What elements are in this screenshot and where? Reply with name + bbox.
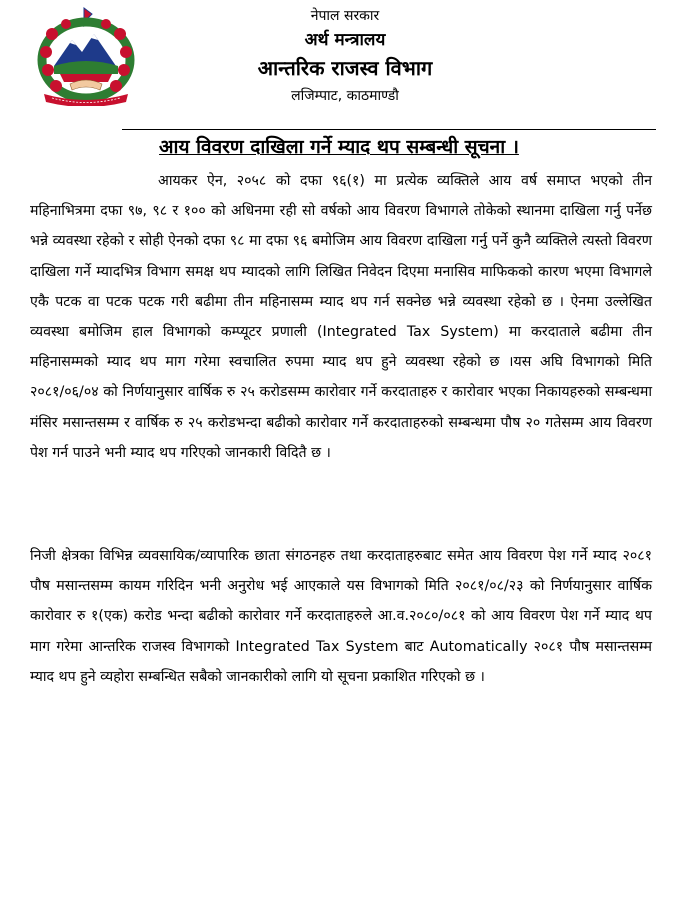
header-divider: [122, 129, 656, 130]
notice-paragraph-1: आयकर ऐन, २०५८ को दफा ९६(१) मा प्रत्येक व्यक्तिले आय वर्ष समाप्त भएको तीन महिनाभित्रमा दफा ९७, ९८ र १०० को अधिनमा रही सो वर्षको आय विवरण विभागले तोकेको स्थानमा दाखिला गर्नु पर्नेछ भन्ने व्यवस्था रहेको र सोही ऐनको दफा ९८ मा दफा ९६ बमोजिम आय विवरण दाखिला गर्नु पर्ने कुनै व्यक्तिले त्यस्तो विवरण दाखिला गर्ने म्यादभित्र विभाग समक्ष थप म्यादको लागि लिखित निवेदन दिएमा मनासिव माफिकको कारण भएमा विभागले एकै पटक वा पटक पटक गरी बढीमा तीन महिनासम्म म्याद थप गर्न सक्नेछ भन्ने व्यवस्था रहेको छ । ऐनमा उल्लेखित व्यवस्था बमोजिम हाल विभागको कम्प्यूटर प्रणाली (Integrated Tax System) मा करदाताले बढीमा तीन महिनासम्मको म्याद थप माग गरेमा स्वचालित रुपमा म्याद थप हुने व्यवस्था रहेको छ ।यस अघि विभागको मिति २०८१/०६/०४ को निर्णयानुसार वार्षिक रु २५ करोडसम्म कारोवार गर्ने करदाताहरु र कारोवार भएका निकायहरुको सम्बन्धमा मंसिर मसान्तसम्म र वार्षिक रु २५ करोडभन्दा बढीको कारोवार गर्ने करदाताहरुको सम्बन्धमा पौष २० गतेसम्म आय विवरण पेश गर्न पाउने भनी म्याद थप गरिएको जानकारी विदितै छ ।: [30, 173, 652, 461]
department-name: आन्तरिक राजस्व विभाग: [257, 56, 433, 80]
government-name: नेपाल सरकार: [310, 8, 380, 24]
office-header: [130, 6, 560, 106]
nepal-government-emblem-icon: [30, 6, 142, 106]
notice-title: [0, 134, 678, 160]
notice-paragraph-2: निजी क्षेत्रका विभिन्न व्यवसायिक/व्यापारिक छाता संगठनहरु तथा करदाताहरुबाट समेत आय विवरण पेश गर्ने म्याद २०८१ पौष मसान्तसम्म कायम गरिदिन भनी अनुरोध भई आएकाले यस विभागको मिति २०८१/०८/२३ को निर्णयानुसार वार्षिक कारोवार रु १(एक) करोड भन्दा बढीको कारोवार गर्ने करदाताहरुले आ.व.२०८०/०८१ को आय विवरण पेश गर्ने म्याद थप माग गरेमा आन्तरिक राजस्व विभागको Integrated Tax System बाट Automatically २०८१ पौष मसान्तसम्म म्याद थप हुने व्यहोरा सम्बन्धित सबैको जानकारीको लागि यो सूचना प्रकाशित गरिएको छ ।: [30, 548, 652, 685]
notice-title-text: आय विवरण दाखिला गर्ने म्याद थप सम्बन्धी सूचना ।: [159, 136, 519, 158]
office-address: लजिम्पाट, काठमाण्डौ: [291, 88, 399, 104]
ministry-name: अर्थ मन्त्रालय: [304, 30, 386, 50]
